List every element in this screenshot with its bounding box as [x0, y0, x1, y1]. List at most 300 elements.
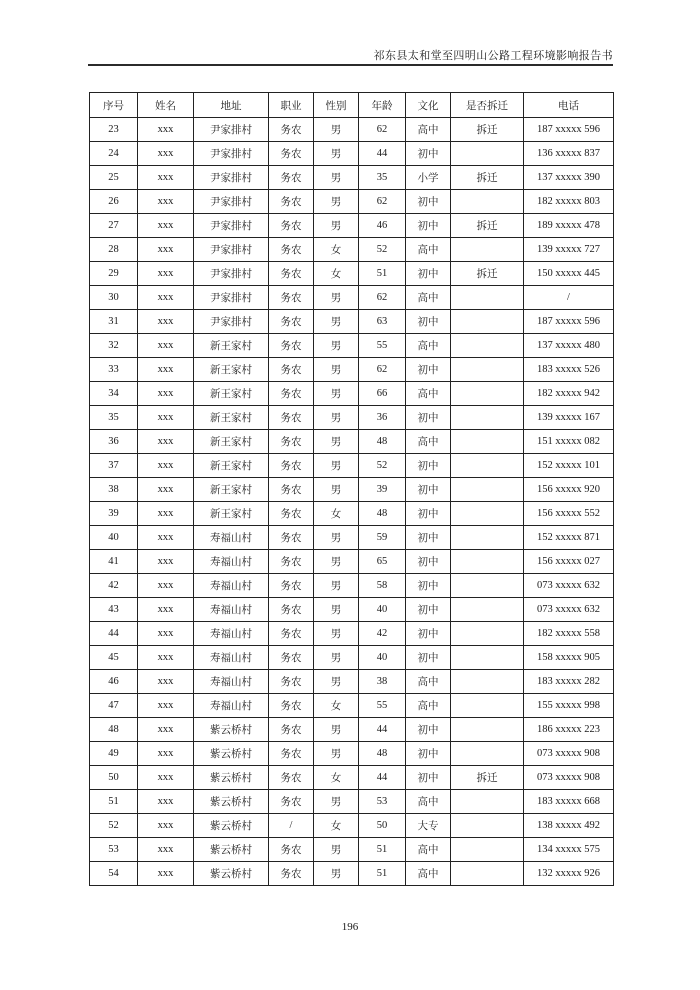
table-cell: 44	[359, 142, 406, 166]
table-cell: 务农	[269, 430, 314, 454]
table-cell: xxx	[138, 694, 194, 718]
table-cell: 新王家村	[194, 334, 269, 358]
table-cell: 务农	[269, 190, 314, 214]
table-cell: 男	[314, 142, 359, 166]
table-cell: xxx	[138, 430, 194, 454]
table-cell: 151 xxxxx 082	[524, 430, 614, 454]
table-cell: 高中	[406, 286, 451, 310]
table-cell: 36	[90, 430, 138, 454]
table-cell: 39	[359, 478, 406, 502]
table-cell: 新王家村	[194, 454, 269, 478]
table-cell: 拆迁	[451, 214, 524, 238]
table-cell: 新王家村	[194, 478, 269, 502]
table-cell: 女	[314, 238, 359, 262]
table-cell: 寿福山村	[194, 694, 269, 718]
table-cell: 务农	[269, 790, 314, 814]
table-row	[90, 382, 614, 406]
table-cell: 务农	[269, 526, 314, 550]
column-header: 地址	[194, 93, 269, 118]
table-cell: 男	[314, 622, 359, 646]
table-cell: 33	[90, 358, 138, 382]
table-cell: xxx	[138, 574, 194, 598]
table-cell: 132 xxxxx 926	[524, 862, 614, 886]
table-cell: 139 xxxxx 167	[524, 406, 614, 430]
table-row	[90, 718, 614, 742]
table-cell: 初中	[406, 190, 451, 214]
table-cell: 41	[90, 550, 138, 574]
table-cell: 初中	[406, 622, 451, 646]
table-cell: 务农	[269, 142, 314, 166]
table-cell: 137 xxxxx 480	[524, 334, 614, 358]
table-cell	[451, 814, 524, 838]
table-cell: 44	[90, 622, 138, 646]
table-cell: xxx	[138, 814, 194, 838]
table-cell: 拆迁	[451, 118, 524, 142]
table-cell: 55	[359, 334, 406, 358]
table-cell: xxx	[138, 862, 194, 886]
table-cell: 尹家排村	[194, 286, 269, 310]
table-cell: 62	[359, 286, 406, 310]
table-cell: xxx	[138, 622, 194, 646]
table-cell: 拆迁	[451, 166, 524, 190]
table-cell: 新王家村	[194, 502, 269, 526]
table-cell: 男	[314, 742, 359, 766]
table-cell: xxx	[138, 598, 194, 622]
table-cell: 务农	[269, 334, 314, 358]
table-cell: 初中	[406, 214, 451, 238]
table-cell: 男	[314, 334, 359, 358]
survey-table	[89, 92, 614, 886]
table-header-row	[90, 93, 614, 118]
table-cell: 34	[90, 382, 138, 406]
table-cell: 073 xxxxx 908	[524, 766, 614, 790]
table-cell: 紫云桥村	[194, 862, 269, 886]
table-cell	[451, 502, 524, 526]
table-cell: 尹家排村	[194, 214, 269, 238]
table-cell: 尹家排村	[194, 238, 269, 262]
table-cell	[451, 310, 524, 334]
table-row	[90, 478, 614, 502]
table-cell	[451, 670, 524, 694]
table-cell: 初中	[406, 766, 451, 790]
table-cell: 紫云桥村	[194, 718, 269, 742]
table-cell: 初中	[406, 742, 451, 766]
table-cell	[451, 238, 524, 262]
table-cell: 40	[359, 598, 406, 622]
table-row	[90, 238, 614, 262]
table-cell: 务农	[269, 382, 314, 406]
table-row	[90, 694, 614, 718]
table-cell: 63	[359, 310, 406, 334]
table-cell: 48	[359, 430, 406, 454]
table-cell: 高中	[406, 382, 451, 406]
table-cell	[451, 406, 524, 430]
header-rule	[88, 64, 613, 66]
table-cell: 寿福山村	[194, 550, 269, 574]
table-cell: 务农	[269, 838, 314, 862]
column-header: 性别	[314, 93, 359, 118]
table-cell: xxx	[138, 286, 194, 310]
table-cell: xxx	[138, 790, 194, 814]
table-row	[90, 142, 614, 166]
table-row	[90, 286, 614, 310]
table-body	[90, 118, 614, 886]
table-cell: 62	[359, 118, 406, 142]
table-cell: 53	[359, 790, 406, 814]
table-cell: 务农	[269, 454, 314, 478]
table-cell: 男	[314, 454, 359, 478]
table-cell: 务农	[269, 118, 314, 142]
header-title: 祁东县太和堂至四明山公路工程环境影响报告书	[373, 50, 613, 62]
table-cell: 43	[90, 598, 138, 622]
table-cell: 务农	[269, 550, 314, 574]
table-cell: 高中	[406, 238, 451, 262]
table-cell: /	[524, 286, 614, 310]
table-cell: 紫云桥村	[194, 814, 269, 838]
table-cell	[451, 286, 524, 310]
table-cell: 女	[314, 766, 359, 790]
table-cell: 47	[90, 694, 138, 718]
table-row	[90, 118, 614, 142]
table-cell: 50	[90, 766, 138, 790]
table-cell: 35	[90, 406, 138, 430]
table-cell: 23	[90, 118, 138, 142]
table-cell	[451, 598, 524, 622]
table-cell: xxx	[138, 454, 194, 478]
table-cell: 54	[90, 862, 138, 886]
table-cell: 53	[90, 838, 138, 862]
table-cell: 男	[314, 670, 359, 694]
table-cell	[451, 646, 524, 670]
table-cell: 139 xxxxx 727	[524, 238, 614, 262]
table-cell	[451, 430, 524, 454]
table-row	[90, 622, 614, 646]
table-cell: xxx	[138, 214, 194, 238]
table-cell: 新王家村	[194, 406, 269, 430]
table-row	[90, 766, 614, 790]
table-row	[90, 358, 614, 382]
table-cell: 182 xxxxx 803	[524, 190, 614, 214]
table-cell: 65	[359, 550, 406, 574]
table-cell: 187 xxxxx 596	[524, 118, 614, 142]
table-cell: xxx	[138, 838, 194, 862]
table-cell: 55	[359, 694, 406, 718]
table-cell: 紫云桥村	[194, 838, 269, 862]
table-cell: 073 xxxxx 908	[524, 742, 614, 766]
table-cell: xxx	[138, 718, 194, 742]
table-cell: 尹家排村	[194, 190, 269, 214]
table-row	[90, 526, 614, 550]
table-cell: 务农	[269, 742, 314, 766]
table-cell: 拆迁	[451, 766, 524, 790]
table-cell: 46	[359, 214, 406, 238]
table-cell: xxx	[138, 118, 194, 142]
table-cell: 男	[314, 718, 359, 742]
table-cell: 46	[90, 670, 138, 694]
column-header: 职业	[269, 93, 314, 118]
table-cell: 小学	[406, 166, 451, 190]
table-cell: 182 xxxxx 942	[524, 382, 614, 406]
table-cell: 初中	[406, 262, 451, 286]
table-cell: 男	[314, 118, 359, 142]
table-cell: 37	[90, 454, 138, 478]
table-cell: 高中	[406, 118, 451, 142]
table-cell: 大专	[406, 814, 451, 838]
column-header: 姓名	[138, 93, 194, 118]
table-row	[90, 454, 614, 478]
table-cell: 务农	[269, 670, 314, 694]
table-cell: 51	[359, 262, 406, 286]
table-row	[90, 262, 614, 286]
table-cell: 男	[314, 214, 359, 238]
table-cell: 52	[359, 454, 406, 478]
table-cell: xxx	[138, 142, 194, 166]
table-cell	[451, 742, 524, 766]
page-footer	[0, 921, 700, 933]
table-cell	[451, 862, 524, 886]
table-cell: 25	[90, 166, 138, 190]
table-cell: 28	[90, 238, 138, 262]
table-cell: 183 xxxxx 282	[524, 670, 614, 694]
table-cell: xxx	[138, 766, 194, 790]
table-cell: 初中	[406, 406, 451, 430]
table-cell	[451, 478, 524, 502]
table-cell: 高中	[406, 430, 451, 454]
table-cell	[451, 790, 524, 814]
table-cell	[451, 838, 524, 862]
table-cell: 男	[314, 790, 359, 814]
table-cell: 30	[90, 286, 138, 310]
table-cell: 务农	[269, 166, 314, 190]
table-cell	[451, 526, 524, 550]
table-cell: 134 xxxxx 575	[524, 838, 614, 862]
table-cell: 42	[359, 622, 406, 646]
table-cell: 初中	[406, 598, 451, 622]
table-row	[90, 430, 614, 454]
table-cell	[451, 142, 524, 166]
table-cell	[451, 454, 524, 478]
table-row	[90, 838, 614, 862]
table-row	[90, 862, 614, 886]
table-row	[90, 550, 614, 574]
table-cell: 48	[359, 742, 406, 766]
column-header: 序号	[90, 93, 138, 118]
table-cell: 务农	[269, 646, 314, 670]
table-cell: 27	[90, 214, 138, 238]
table-cell: 26	[90, 190, 138, 214]
table-cell: 186 xxxxx 223	[524, 718, 614, 742]
table-cell: 155 xxxxx 998	[524, 694, 614, 718]
table-cell: 138 xxxxx 492	[524, 814, 614, 838]
table-cell: 务农	[269, 262, 314, 286]
table-cell: 男	[314, 286, 359, 310]
table-cell: 男	[314, 646, 359, 670]
table-cell: 男	[314, 358, 359, 382]
column-header: 电话	[524, 93, 614, 118]
table-cell: 务农	[269, 694, 314, 718]
table-cell: xxx	[138, 526, 194, 550]
table-cell: 初中	[406, 454, 451, 478]
table-cell: 073 xxxxx 632	[524, 598, 614, 622]
table-cell: 务农	[269, 478, 314, 502]
table-cell: 男	[314, 598, 359, 622]
table-cell: 紫云桥村	[194, 742, 269, 766]
table-cell: 尹家排村	[194, 310, 269, 334]
table-row	[90, 814, 614, 838]
table-cell: 务农	[269, 598, 314, 622]
table-row	[90, 502, 614, 526]
table-cell: 初中	[406, 142, 451, 166]
table-cell	[451, 190, 524, 214]
table-cell: 156 xxxxx 027	[524, 550, 614, 574]
table-cell: 24	[90, 142, 138, 166]
table-cell	[451, 694, 524, 718]
table-cell: 156 xxxxx 552	[524, 502, 614, 526]
table-cell: 新王家村	[194, 358, 269, 382]
table-row	[90, 646, 614, 670]
table-cell: 男	[314, 862, 359, 886]
table-cell: 男	[314, 550, 359, 574]
table-cell: 务农	[269, 862, 314, 886]
table-cell: 务农	[269, 286, 314, 310]
table-cell: 38	[359, 670, 406, 694]
table-cell: 31	[90, 310, 138, 334]
table-cell: 29	[90, 262, 138, 286]
table-cell: 男	[314, 310, 359, 334]
table-cell: 女	[314, 262, 359, 286]
table-cell: 务农	[269, 622, 314, 646]
table-cell: 务农	[269, 358, 314, 382]
table-cell: 52	[90, 814, 138, 838]
table-cell: 189 xxxxx 478	[524, 214, 614, 238]
table-cell: 137 xxxxx 390	[524, 166, 614, 190]
column-header: 文化	[406, 93, 451, 118]
table-cell	[451, 550, 524, 574]
table-cell: 35	[359, 166, 406, 190]
table-cell: 男	[314, 838, 359, 862]
table-cell: 39	[90, 502, 138, 526]
table-cell: 高中	[406, 838, 451, 862]
table-cell: xxx	[138, 190, 194, 214]
table-cell: 初中	[406, 718, 451, 742]
table-cell: xxx	[138, 406, 194, 430]
table-row	[90, 406, 614, 430]
table-cell: 男	[314, 166, 359, 190]
table-cell: 务农	[269, 406, 314, 430]
table-cell: 48	[90, 718, 138, 742]
table-cell: xxx	[138, 358, 194, 382]
table-cell: 寿福山村	[194, 598, 269, 622]
table-cell: 49	[90, 742, 138, 766]
table-cell: xxx	[138, 670, 194, 694]
table-cell: 男	[314, 430, 359, 454]
table-cell: 务农	[269, 214, 314, 238]
table-cell: 务农	[269, 238, 314, 262]
table-cell: 寿福山村	[194, 622, 269, 646]
table-cell: 高中	[406, 862, 451, 886]
table-cell: 男	[314, 526, 359, 550]
table-cell: 183 xxxxx 526	[524, 358, 614, 382]
table-cell: 44	[359, 766, 406, 790]
table-cell: 073 xxxxx 632	[524, 574, 614, 598]
table-cell: 女	[314, 814, 359, 838]
table-cell: 51	[359, 862, 406, 886]
table-head	[90, 93, 614, 118]
table-row	[90, 790, 614, 814]
table-cell: 48	[359, 502, 406, 526]
table-cell: 182 xxxxx 558	[524, 622, 614, 646]
table-cell: 初中	[406, 358, 451, 382]
table-cell: 男	[314, 574, 359, 598]
table-cell: xxx	[138, 166, 194, 190]
table-cell	[451, 334, 524, 358]
page-number: 196	[341, 921, 359, 933]
table-cell: 183 xxxxx 668	[524, 790, 614, 814]
table-cell	[451, 718, 524, 742]
table-cell: 40	[359, 646, 406, 670]
table-cell: 52	[359, 238, 406, 262]
table-cell	[451, 622, 524, 646]
table-cell: 紫云桥村	[194, 790, 269, 814]
table-cell	[451, 358, 524, 382]
table-cell: 务农	[269, 310, 314, 334]
table-cell: 务农	[269, 502, 314, 526]
table-cell: xxx	[138, 550, 194, 574]
table-cell: 初中	[406, 310, 451, 334]
table-row	[90, 574, 614, 598]
table-row	[90, 742, 614, 766]
table-row	[90, 334, 614, 358]
table-cell: 初中	[406, 478, 451, 502]
table-cell: xxx	[138, 262, 194, 286]
table-cell: 寿福山村	[194, 670, 269, 694]
table-cell: 62	[359, 190, 406, 214]
table-cell: 152 xxxxx 101	[524, 454, 614, 478]
table-cell: 尹家排村	[194, 262, 269, 286]
table-cell: 初中	[406, 646, 451, 670]
table-cell: 新王家村	[194, 382, 269, 406]
table-cell: 尹家排村	[194, 118, 269, 142]
table-cell: 寿福山村	[194, 646, 269, 670]
table-cell: 初中	[406, 502, 451, 526]
table-cell	[451, 574, 524, 598]
table-row	[90, 670, 614, 694]
table-cell: xxx	[138, 382, 194, 406]
table-cell: 150 xxxxx 445	[524, 262, 614, 286]
table-cell: 初中	[406, 526, 451, 550]
column-header: 年龄	[359, 93, 406, 118]
table-cell: 45	[90, 646, 138, 670]
table-cell: 51	[359, 838, 406, 862]
table-cell: 男	[314, 190, 359, 214]
table-cell: 初中	[406, 574, 451, 598]
table-cell: 高中	[406, 334, 451, 358]
table-cell	[451, 382, 524, 406]
table-cell: 51	[90, 790, 138, 814]
table-cell: xxx	[138, 742, 194, 766]
table-cell: xxx	[138, 502, 194, 526]
table-cell: 新王家村	[194, 430, 269, 454]
table-cell: 158 xxxxx 905	[524, 646, 614, 670]
table-cell: 男	[314, 382, 359, 406]
table-cell: 务农	[269, 766, 314, 790]
table-cell: 36	[359, 406, 406, 430]
table-cell: 寿福山村	[194, 574, 269, 598]
table-cell: 136 xxxxx 837	[524, 142, 614, 166]
table-cell: 高中	[406, 694, 451, 718]
table-cell: 50	[359, 814, 406, 838]
table-row	[90, 166, 614, 190]
